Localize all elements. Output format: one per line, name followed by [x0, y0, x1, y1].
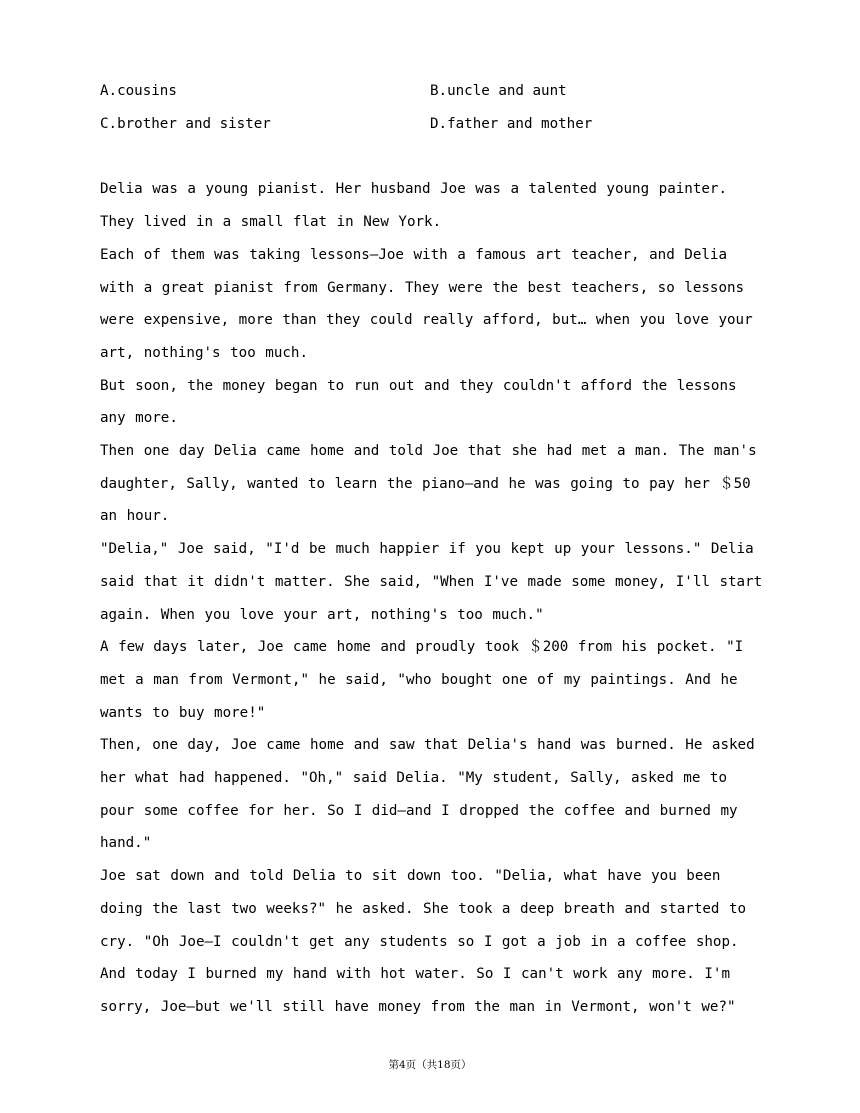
- passage-paragraph: Joe sat down and told Delia to sit down too. "Delia, what have you been doing the last two weeks?" he asked. She took a deep breath and started to cry. "Oh Joe—I couldn't get any students so I got a job in a coffee shop. And today I burned my hand with hot water. So I can't work any more. I'm sorry, Joe—but we'll still have money from the man in Vermont, won't we?": [100, 868, 747, 1015]
- passage-paragraph: Then, one day, Joe came home and saw that Delia's hand was burned. He asked her what had happened. "Oh," said Delia. "My student, Sally, asked me to pour some coffee for her. So I did—and I dropped the coffee and burned my hand.": [100, 737, 755, 852]
- answer-options: [100, 75, 770, 140]
- option-d: D.father and mother: [430, 115, 593, 132]
- passage-paragraph: Delia was a young pianist. Her husband Joe was a talented young painter. They lived in a small flat in New York.: [100, 181, 727, 231]
- passage-paragraph: Each of them was taking lessons—Joe with a famous art teacher, and Delia with a great pianist from Germany. They were the best teachers, so lessons were expensive, more than they could really afford, but… when you love your art, nothing's too much.: [100, 246, 753, 361]
- option-b: B.uncle and aunt: [430, 83, 567, 99]
- document-page: [100, 75, 770, 1024]
- reading-passage: [100, 173, 770, 1023]
- option-a: A.cousins: [100, 83, 177, 99]
- passage-paragraph: A few days later, Joe came home and proudly took ＄200 from his pocket. "I met a man from Vermont," he said, "who bought one of my paintings. And he wants to buy more!": [100, 639, 744, 721]
- option-c: C.brother and sister: [100, 115, 271, 132]
- page-footer: 第4页（共18页）: [388, 1059, 472, 1071]
- passage-paragraph: "Delia," Joe said, "I'd be much happier if you kept up your lessons." Delia said that it didn't matter. She said, "When I've made some money, I'll start again. When you love your art, nothing's too much.": [100, 541, 763, 623]
- passage-paragraph: But soon, the money began to run out and they couldn't afford the lessons any more.: [100, 377, 737, 427]
- passage-paragraph: Then one day Delia came home and told Joe that she had met a man. The man's daughter, Sally, wanted to learn the piano—and he was going to pay her ＄50 an hour.: [100, 443, 757, 525]
